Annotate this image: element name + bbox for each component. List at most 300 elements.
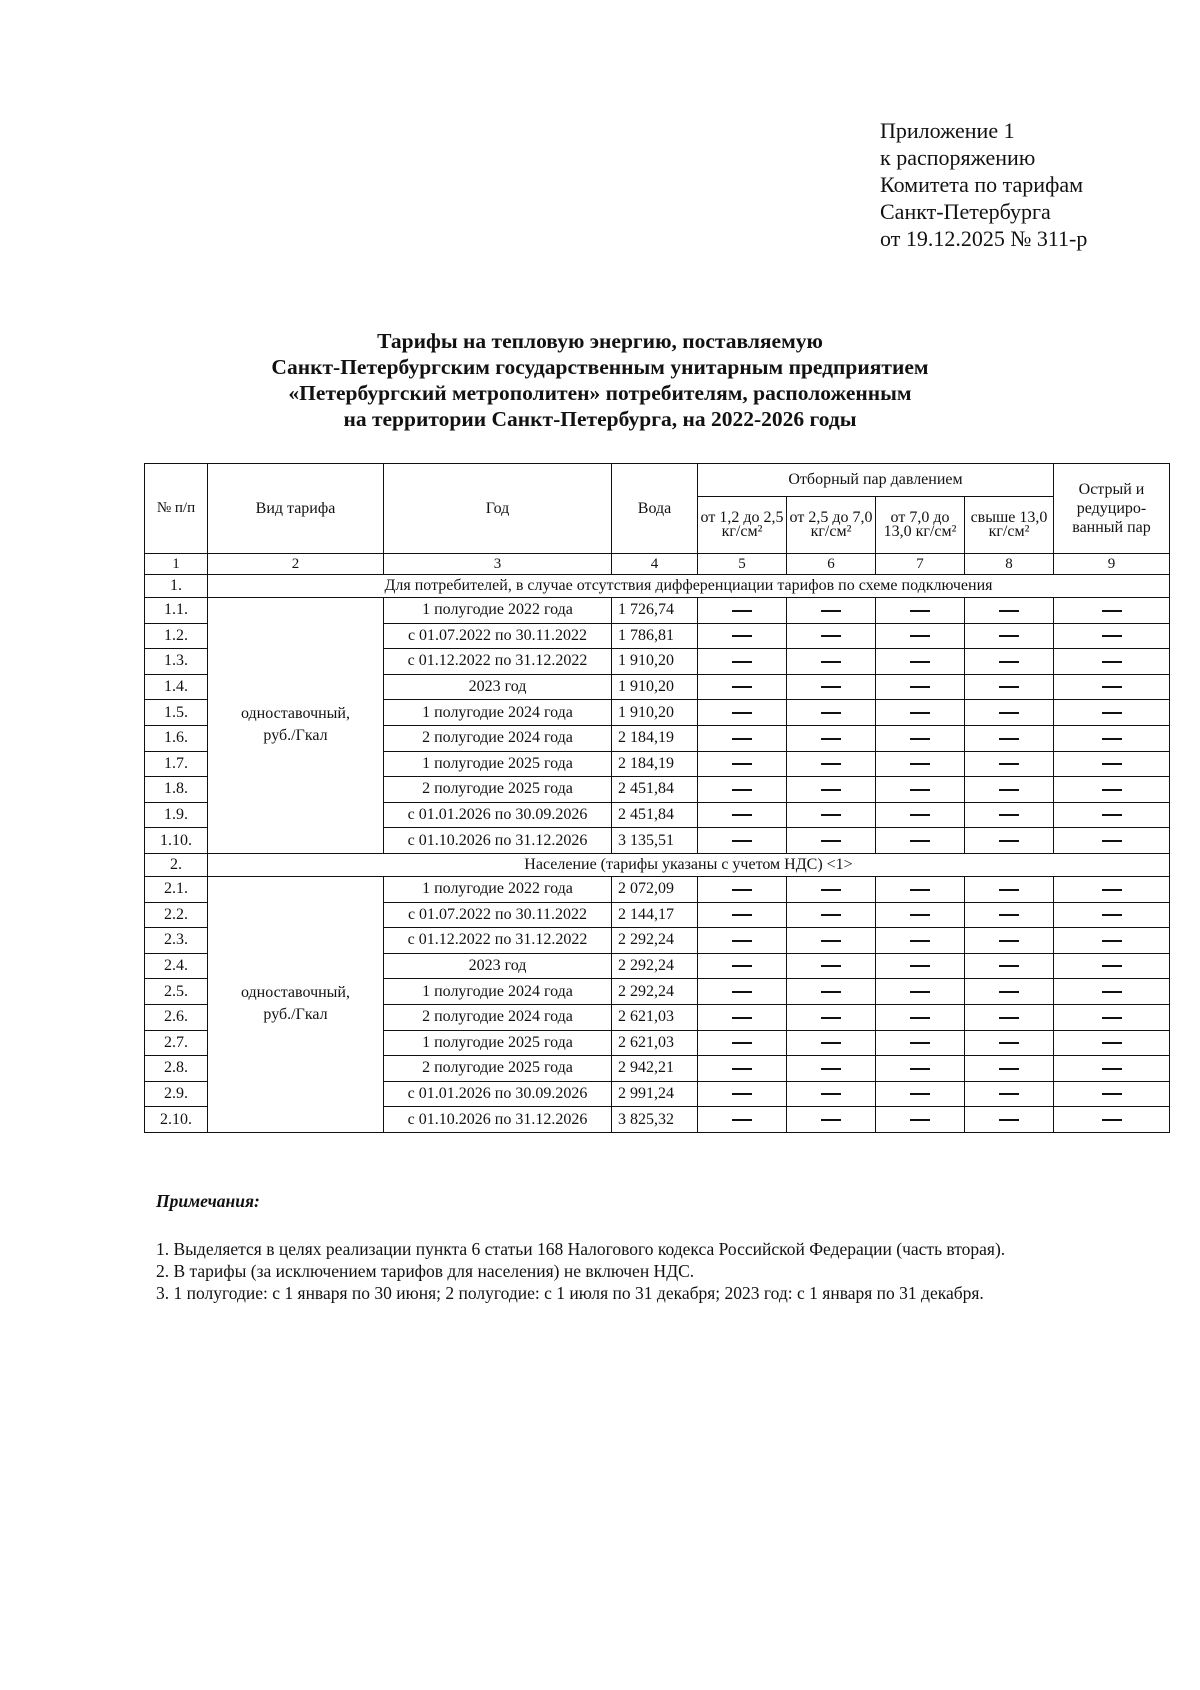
empty-value-dash xyxy=(876,700,965,726)
empty-value-dash xyxy=(698,902,787,928)
empty-value-dash xyxy=(876,598,965,624)
empty-value-dash xyxy=(1054,700,1170,726)
empty-value-dash xyxy=(876,1030,965,1056)
dash-mark xyxy=(732,889,752,891)
dash-mark xyxy=(910,635,930,637)
empty-value-dash xyxy=(1054,1004,1170,1030)
dash-mark xyxy=(821,610,841,612)
empty-value-dash xyxy=(787,1004,876,1030)
water-value: 2 292,24 xyxy=(612,979,698,1005)
empty-value-dash xyxy=(698,876,787,902)
row-number: 1.3. xyxy=(145,649,208,675)
dash-mark xyxy=(1102,1042,1122,1044)
dash-mark xyxy=(910,686,930,688)
row-number: 1.8. xyxy=(145,777,208,803)
dash-mark xyxy=(910,661,930,663)
empty-value-dash xyxy=(965,902,1054,928)
period-cell: с 01.12.2022 по 31.12.2022 xyxy=(384,649,612,675)
dash-mark xyxy=(732,1042,752,1044)
dash-mark xyxy=(910,1093,930,1095)
empty-value-dash xyxy=(876,777,965,803)
empty-value-dash xyxy=(787,1081,876,1107)
empty-value-dash xyxy=(876,979,965,1005)
empty-value-dash xyxy=(1054,777,1170,803)
empty-value-dash xyxy=(1054,725,1170,751)
dash-mark xyxy=(732,814,752,816)
empty-value-dash xyxy=(876,1056,965,1082)
section-row xyxy=(145,575,1170,598)
row-number: 2.2. xyxy=(145,902,208,928)
period-cell: 1 полугодие 2022 года xyxy=(384,876,612,902)
notes-block xyxy=(156,1190,1126,1304)
dash-mark xyxy=(1102,991,1122,993)
dash-mark xyxy=(910,610,930,612)
dash-mark xyxy=(999,789,1019,791)
row-number: 1.4. xyxy=(145,674,208,700)
water-value: 2 184,19 xyxy=(612,751,698,777)
dash-mark xyxy=(910,914,930,916)
empty-value-dash xyxy=(698,700,787,726)
dash-mark xyxy=(1102,712,1122,714)
dash-mark xyxy=(821,1017,841,1019)
empty-value-dash xyxy=(876,1107,965,1133)
dash-mark xyxy=(910,889,930,891)
dash-mark xyxy=(910,763,930,765)
title-line: Тарифы на тепловую энергию, поставляемую xyxy=(377,329,823,353)
empty-value-dash xyxy=(965,802,1054,828)
header-steam-1: от 1,2 до 2,5 кг/см² xyxy=(698,497,787,554)
dash-mark xyxy=(1102,610,1122,612)
header-sharp-steam: Острый и редуциро- ванный пар xyxy=(1054,464,1170,554)
dash-mark xyxy=(999,610,1019,612)
dash-mark xyxy=(999,1017,1019,1019)
row-number: 2.8. xyxy=(145,1056,208,1082)
title-line: «Петербургский метрополитен» потребителям, расположенным xyxy=(288,381,912,405)
dash-mark xyxy=(821,889,841,891)
note-item: 1. Выделяется в целях реализации пункта 6 статьи 168 Налогового кодекса Российской Федерации (часть вторая). xyxy=(156,1239,1006,1259)
column-number: 3 xyxy=(384,554,612,575)
empty-value-dash xyxy=(965,928,1054,954)
row-number: 1.5. xyxy=(145,700,208,726)
water-value: 1 786,81 xyxy=(612,623,698,649)
period-cell: 1 полугодие 2022 года xyxy=(384,598,612,624)
row-number: 2.9. xyxy=(145,1081,208,1107)
empty-value-dash xyxy=(787,674,876,700)
dash-mark xyxy=(732,1068,752,1070)
empty-value-dash xyxy=(1054,751,1170,777)
period-cell: с 01.07.2022 по 30.11.2022 xyxy=(384,902,612,928)
water-value: 2 991,24 xyxy=(612,1081,698,1107)
empty-value-dash xyxy=(1054,1056,1170,1082)
empty-value-dash xyxy=(876,623,965,649)
empty-value-dash xyxy=(1054,1107,1170,1133)
header-steam-4: свыше 13,0 кг/см² xyxy=(965,497,1054,554)
row-number: 1.7. xyxy=(145,751,208,777)
column-numbers-row xyxy=(145,554,1170,575)
empty-value-dash xyxy=(965,777,1054,803)
appendix-line: Комитета по тарифам xyxy=(880,172,1084,197)
row-number: 2.6. xyxy=(145,1004,208,1030)
dash-mark xyxy=(732,712,752,714)
period-cell: с 01.01.2026 по 30.09.2026 xyxy=(384,802,612,828)
row-number: 2.10. xyxy=(145,1107,208,1133)
dash-mark xyxy=(1102,1093,1122,1095)
dash-mark xyxy=(999,991,1019,993)
dash-mark xyxy=(1102,965,1122,967)
empty-value-dash xyxy=(1054,598,1170,624)
dash-mark xyxy=(732,635,752,637)
dash-mark xyxy=(910,814,930,816)
dash-mark xyxy=(910,991,930,993)
water-value: 2 144,17 xyxy=(612,902,698,928)
empty-value-dash xyxy=(876,725,965,751)
dash-mark xyxy=(999,1119,1019,1121)
empty-value-dash xyxy=(876,902,965,928)
row-number: 2.3. xyxy=(145,928,208,954)
empty-value-dash xyxy=(1054,1081,1170,1107)
period-cell: 2 полугодие 2024 года xyxy=(384,1004,612,1030)
dash-mark xyxy=(821,1093,841,1095)
period-cell: 1 полугодие 2024 года xyxy=(384,700,612,726)
empty-value-dash xyxy=(1054,928,1170,954)
row-number: 2.7. xyxy=(145,1030,208,1056)
empty-value-dash xyxy=(698,623,787,649)
water-value: 2 292,24 xyxy=(612,928,698,954)
dash-mark xyxy=(821,914,841,916)
section-row xyxy=(145,853,1170,876)
empty-value-dash xyxy=(1054,802,1170,828)
empty-value-dash xyxy=(876,928,965,954)
row-number: 2.4. xyxy=(145,953,208,979)
section-title: Население (тарифы указаны с учетом НДС) <1> xyxy=(208,853,1170,876)
empty-value-dash xyxy=(1054,953,1170,979)
empty-value-dash xyxy=(698,598,787,624)
section-number: 2. xyxy=(145,853,208,876)
empty-value-dash xyxy=(1054,674,1170,700)
empty-value-dash xyxy=(787,1107,876,1133)
dash-mark xyxy=(1102,814,1122,816)
dash-mark xyxy=(999,965,1019,967)
empty-value-dash xyxy=(1054,902,1170,928)
empty-value-dash xyxy=(876,751,965,777)
dash-mark xyxy=(999,686,1019,688)
dash-mark xyxy=(1102,738,1122,740)
column-number: 2 xyxy=(208,554,384,575)
dash-mark xyxy=(1102,940,1122,942)
water-value: 1 910,20 xyxy=(612,649,698,675)
water-value: 2 292,24 xyxy=(612,953,698,979)
empty-value-dash xyxy=(698,979,787,1005)
empty-value-dash xyxy=(698,1107,787,1133)
empty-value-dash xyxy=(965,674,1054,700)
dash-mark xyxy=(821,814,841,816)
appendix-line: к распоряжению xyxy=(880,145,1036,170)
dash-mark xyxy=(821,635,841,637)
period-cell: 1 полугодие 2025 года xyxy=(384,751,612,777)
empty-value-dash xyxy=(965,725,1054,751)
empty-value-dash xyxy=(787,751,876,777)
dash-mark xyxy=(999,635,1019,637)
dash-mark xyxy=(732,1119,752,1121)
dash-mark xyxy=(999,1042,1019,1044)
dash-mark xyxy=(1102,889,1122,891)
water-value: 2 942,21 xyxy=(612,1056,698,1082)
header-steam-3: от 7,0 до 13,0 кг/см² xyxy=(876,497,965,554)
water-value: 3 825,32 xyxy=(612,1107,698,1133)
note-item: 3. 1 полугодие: с 1 января по 30 июня; 2 полугодие: с 1 июля по 31 декабря; 2023 год: с 1 января по 31 декабря. xyxy=(156,1283,984,1303)
dash-mark xyxy=(1102,1068,1122,1070)
empty-value-dash xyxy=(787,725,876,751)
empty-value-dash xyxy=(787,802,876,828)
water-value: 2 621,03 xyxy=(612,1004,698,1030)
period-cell: с 01.01.2026 по 30.09.2026 xyxy=(384,1081,612,1107)
empty-value-dash xyxy=(876,1004,965,1030)
dash-mark xyxy=(821,763,841,765)
empty-value-dash xyxy=(698,828,787,854)
dash-mark xyxy=(910,840,930,842)
period-cell: 2023 год xyxy=(384,953,612,979)
dash-mark xyxy=(732,940,752,942)
empty-value-dash xyxy=(698,649,787,675)
empty-value-dash xyxy=(787,777,876,803)
row-number: 1.9. xyxy=(145,802,208,828)
column-number: 6 xyxy=(787,554,876,575)
dash-mark xyxy=(999,914,1019,916)
table-row xyxy=(145,598,1170,624)
empty-value-dash xyxy=(965,876,1054,902)
appendix-line: от 19.12.2025 № 311-р xyxy=(880,226,1088,251)
dash-mark xyxy=(732,610,752,612)
dash-mark xyxy=(910,1042,930,1044)
dash-mark xyxy=(732,686,752,688)
period-cell: 2 полугодие 2025 года xyxy=(384,1056,612,1082)
period-cell: с 01.10.2026 по 31.12.2026 xyxy=(384,1107,612,1133)
water-value: 3 135,51 xyxy=(612,828,698,854)
dash-mark xyxy=(1102,661,1122,663)
dash-mark xyxy=(821,1119,841,1121)
appendix-block xyxy=(880,117,1087,252)
header-tariff-type: Вид тарифа xyxy=(208,464,384,554)
dash-mark xyxy=(999,940,1019,942)
row-number: 2.5. xyxy=(145,979,208,1005)
dash-mark xyxy=(732,840,752,842)
dash-mark xyxy=(910,789,930,791)
table-row xyxy=(145,876,1170,902)
dash-mark xyxy=(732,965,752,967)
empty-value-dash xyxy=(1054,623,1170,649)
empty-value-dash xyxy=(787,649,876,675)
dash-mark xyxy=(821,965,841,967)
empty-value-dash xyxy=(1054,649,1170,675)
empty-value-dash xyxy=(698,953,787,979)
dash-mark xyxy=(1102,686,1122,688)
dash-mark xyxy=(732,763,752,765)
header-steam-group: Отборный пар давлением xyxy=(698,464,1054,497)
empty-value-dash xyxy=(965,953,1054,979)
empty-value-dash xyxy=(965,828,1054,854)
empty-value-dash xyxy=(965,751,1054,777)
tariff-type-cell: одноставочный, руб./Гкал xyxy=(208,876,384,1132)
empty-value-dash xyxy=(965,1081,1054,1107)
dash-mark xyxy=(821,940,841,942)
dash-mark xyxy=(821,661,841,663)
empty-value-dash xyxy=(698,1004,787,1030)
section-number: 1. xyxy=(145,575,208,598)
dash-mark xyxy=(1102,789,1122,791)
dash-mark xyxy=(999,840,1019,842)
empty-value-dash xyxy=(965,649,1054,675)
dash-mark xyxy=(821,789,841,791)
empty-value-dash xyxy=(698,777,787,803)
row-number: 1.1. xyxy=(145,598,208,624)
dash-mark xyxy=(732,738,752,740)
period-cell: 1 полугодие 2024 года xyxy=(384,979,612,1005)
column-number: 5 xyxy=(698,554,787,575)
dash-mark xyxy=(999,763,1019,765)
empty-value-dash xyxy=(965,979,1054,1005)
water-value: 2 184,19 xyxy=(612,725,698,751)
header-water: Вода xyxy=(612,464,698,554)
dash-mark xyxy=(732,991,752,993)
period-cell: с 01.10.2026 по 31.12.2026 xyxy=(384,828,612,854)
empty-value-dash xyxy=(698,725,787,751)
water-value: 2 451,84 xyxy=(612,777,698,803)
dash-mark xyxy=(1102,914,1122,916)
empty-value-dash xyxy=(698,1081,787,1107)
empty-value-dash xyxy=(1054,979,1170,1005)
empty-value-dash xyxy=(965,1107,1054,1133)
dash-mark xyxy=(821,1042,841,1044)
dash-mark xyxy=(999,738,1019,740)
water-value: 1 726,74 xyxy=(612,598,698,624)
empty-value-dash xyxy=(876,802,965,828)
dash-mark xyxy=(1102,840,1122,842)
dash-mark xyxy=(999,814,1019,816)
document-title xyxy=(160,328,1040,432)
notes-title: Примечания: xyxy=(156,1191,260,1211)
title-line: на территории Санкт-Петербурга, на 2022-2026 годы xyxy=(343,407,857,431)
empty-value-dash xyxy=(876,674,965,700)
dash-mark xyxy=(732,914,752,916)
column-number: 4 xyxy=(612,554,698,575)
empty-value-dash xyxy=(965,598,1054,624)
period-cell: 2 полугодие 2024 года xyxy=(384,725,612,751)
dash-mark xyxy=(732,789,752,791)
tariff-table xyxy=(144,463,1170,1133)
header-num: № п/п xyxy=(145,464,208,554)
empty-value-dash xyxy=(876,649,965,675)
dash-mark xyxy=(910,738,930,740)
dash-mark xyxy=(1102,1119,1122,1121)
empty-value-dash xyxy=(965,1004,1054,1030)
empty-value-dash xyxy=(965,700,1054,726)
empty-value-dash xyxy=(876,828,965,854)
header-steam-2: от 2,5 до 7,0 кг/см² xyxy=(787,497,876,554)
empty-value-dash xyxy=(876,1081,965,1107)
dash-mark xyxy=(910,940,930,942)
empty-value-dash xyxy=(965,1056,1054,1082)
empty-value-dash xyxy=(787,902,876,928)
dash-mark xyxy=(910,1119,930,1121)
dash-mark xyxy=(910,965,930,967)
dash-mark xyxy=(821,1068,841,1070)
empty-value-dash xyxy=(698,928,787,954)
dash-mark xyxy=(1102,763,1122,765)
water-value: 1 910,20 xyxy=(612,674,698,700)
dash-mark xyxy=(732,1093,752,1095)
empty-value-dash xyxy=(965,623,1054,649)
empty-value-dash xyxy=(787,1056,876,1082)
empty-value-dash xyxy=(876,876,965,902)
empty-value-dash xyxy=(698,674,787,700)
empty-value-dash xyxy=(787,928,876,954)
empty-value-dash xyxy=(698,1030,787,1056)
period-cell: с 01.07.2022 по 30.11.2022 xyxy=(384,623,612,649)
column-number: 9 xyxy=(1054,554,1170,575)
row-number: 1.2. xyxy=(145,623,208,649)
dash-mark xyxy=(910,1068,930,1070)
tariff-type-cell: одноставочный, руб./Гкал xyxy=(208,598,384,854)
empty-value-dash xyxy=(965,1030,1054,1056)
empty-value-dash xyxy=(698,802,787,828)
column-number: 1 xyxy=(145,554,208,575)
dash-mark xyxy=(732,1017,752,1019)
water-value: 2 451,84 xyxy=(612,802,698,828)
column-number: 8 xyxy=(965,554,1054,575)
empty-value-dash xyxy=(876,953,965,979)
water-value: 2 621,03 xyxy=(612,1030,698,1056)
header-year: Год xyxy=(384,464,612,554)
period-cell: 1 полугодие 2025 года xyxy=(384,1030,612,1056)
appendix-line: Приложение 1 xyxy=(880,118,1015,143)
title-line: Санкт-Петербургским государственным унитарным предприятием xyxy=(271,355,929,379)
appendix-line: Санкт-Петербурга xyxy=(880,199,1051,224)
empty-value-dash xyxy=(787,700,876,726)
water-value: 2 072,09 xyxy=(612,876,698,902)
period-cell: 2 полугодие 2025 года xyxy=(384,777,612,803)
dash-mark xyxy=(999,712,1019,714)
empty-value-dash xyxy=(698,1056,787,1082)
period-cell: 2023 год xyxy=(384,674,612,700)
dash-mark xyxy=(999,661,1019,663)
empty-value-dash xyxy=(787,623,876,649)
empty-value-dash xyxy=(1054,828,1170,854)
dash-mark xyxy=(1102,635,1122,637)
dash-mark xyxy=(910,1017,930,1019)
empty-value-dash xyxy=(787,953,876,979)
empty-value-dash xyxy=(1054,876,1170,902)
dash-mark xyxy=(999,1068,1019,1070)
dash-mark xyxy=(821,840,841,842)
dash-mark xyxy=(821,686,841,688)
dash-mark xyxy=(999,1093,1019,1095)
empty-value-dash xyxy=(787,1030,876,1056)
period-cell: с 01.12.2022 по 31.12.2022 xyxy=(384,928,612,954)
dash-mark xyxy=(821,712,841,714)
column-number: 7 xyxy=(876,554,965,575)
empty-value-dash xyxy=(698,751,787,777)
dash-mark xyxy=(999,889,1019,891)
dash-mark xyxy=(1102,1017,1122,1019)
empty-value-dash xyxy=(787,876,876,902)
dash-mark xyxy=(821,738,841,740)
empty-value-dash xyxy=(787,598,876,624)
dash-mark xyxy=(910,712,930,714)
dash-mark xyxy=(732,661,752,663)
empty-value-dash xyxy=(787,828,876,854)
empty-value-dash xyxy=(1054,1030,1170,1056)
note-item: 2. В тарифы (за исключением тарифов для населения) не включен НДС. xyxy=(156,1261,695,1281)
